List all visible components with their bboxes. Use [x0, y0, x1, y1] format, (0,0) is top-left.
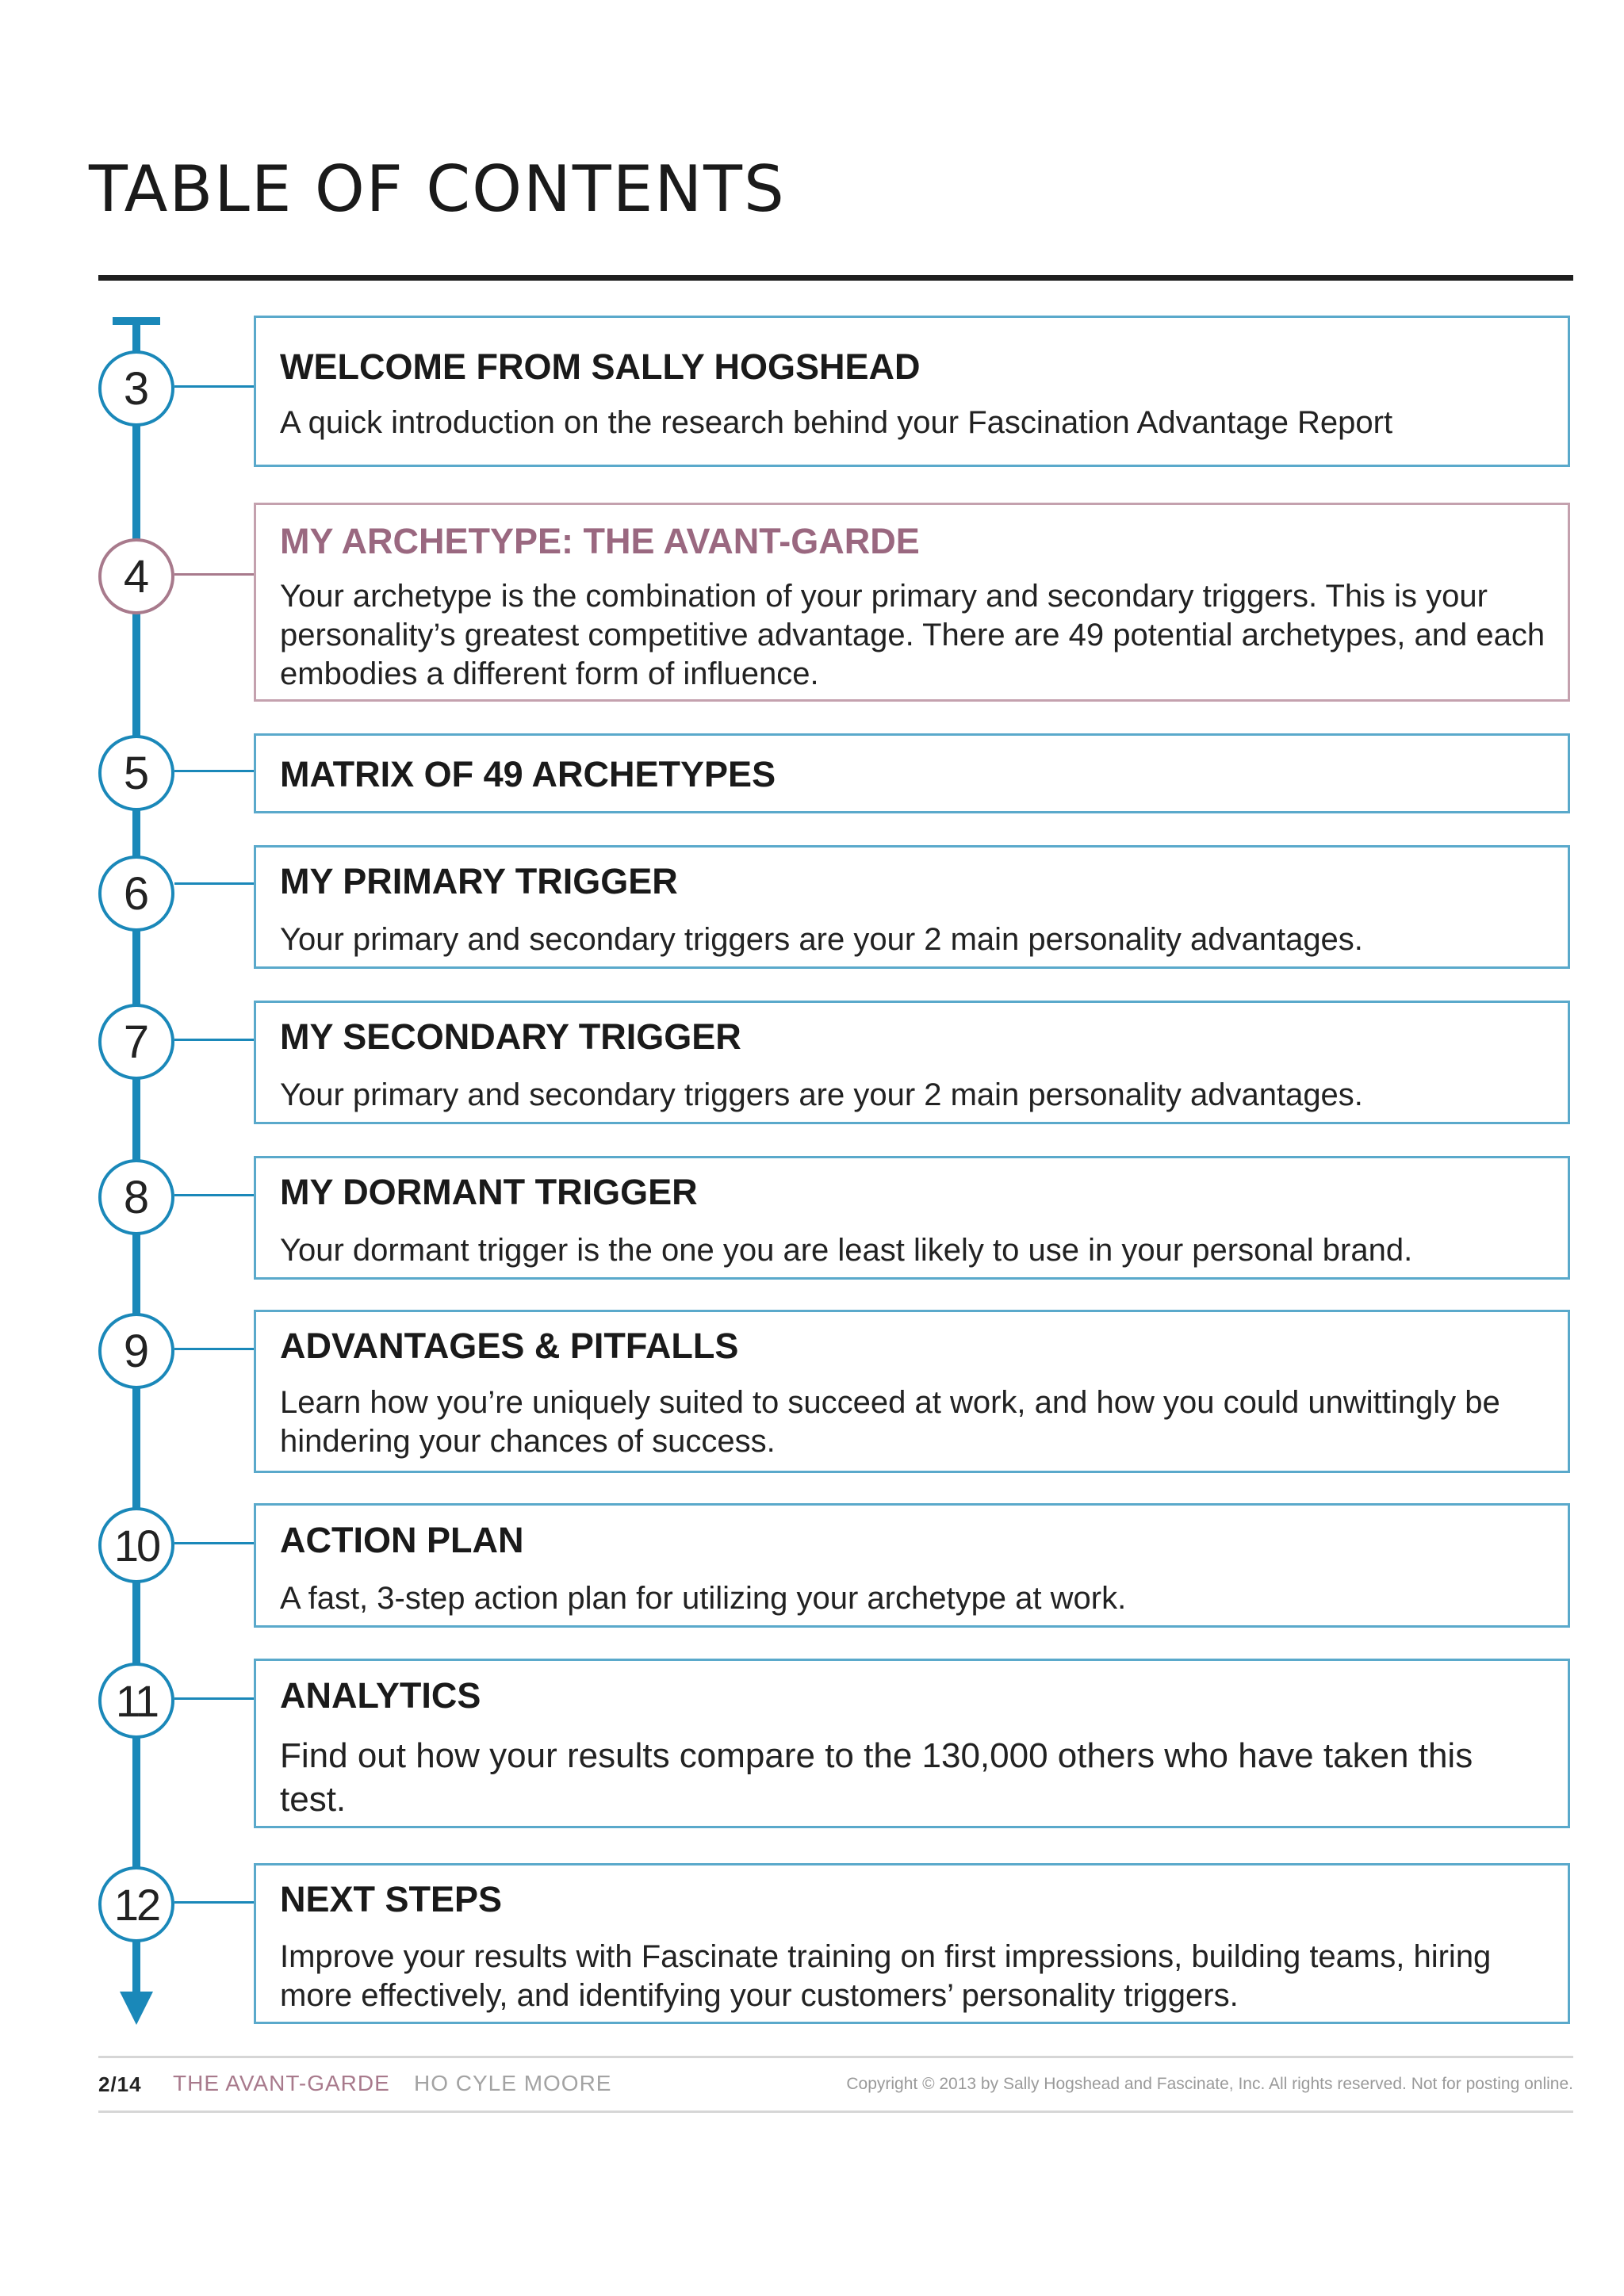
- connector: [174, 1901, 254, 1904]
- connector: [174, 1039, 254, 1041]
- timeline-cap: [113, 317, 160, 325]
- entry-description: Your archetype is the combination of your primary and secondary triggers. This is your personality’s greatest competitive advantage. There are 49 potential archetypes, and each embodies a different form of influence.: [280, 579, 1545, 691]
- entry-description: Find out how your results compare to the 130,000 others who have taken this test.: [280, 1736, 1473, 1819]
- toc-entry-matrix[interactable]: [254, 733, 1570, 813]
- footer-divider-top: [98, 2056, 1573, 2058]
- connector: [174, 1194, 254, 1196]
- entry-title: MY PRIMARY TRIGGER: [280, 861, 678, 901]
- page-number-badge: 4: [98, 538, 174, 614]
- page-number-badge: 10: [98, 1507, 174, 1583]
- toc-entry-dormant-trigger[interactable]: [254, 1156, 1570, 1280]
- connector: [174, 385, 254, 388]
- toc-entry-archetype[interactable]: [254, 503, 1570, 702]
- toc-entry-analytics[interactable]: [254, 1659, 1570, 1828]
- connector: [174, 1542, 254, 1544]
- footer-page-indicator: 2/14: [98, 2072, 142, 2096]
- toc-entry-secondary-trigger[interactable]: [254, 1001, 1570, 1124]
- page-number-badge: 3: [98, 350, 174, 427]
- entry-title: MATRIX OF 49 ARCHETYPES: [280, 754, 776, 794]
- connector: [174, 1348, 254, 1350]
- entry-title: MY ARCHETYPE: THE AVANT-GARDE: [280, 521, 920, 561]
- entry-title: ADVANTAGES & PITFALLS: [280, 1326, 739, 1366]
- entry-title: WELCOME FROM SALLY HOGSHEAD: [280, 346, 921, 387]
- footer-archetype: THE AVANT-GARDE: [173, 2071, 390, 2095]
- entry-description: Your primary and secondary triggers are your 2 main personality advantages.: [280, 1077, 1363, 1112]
- page-number-badge: 8: [98, 1159, 174, 1235]
- title-rule: [98, 275, 1573, 281]
- footer-name: HO CYLE MOORE: [414, 2071, 612, 2095]
- page-title: TABLE OF CONTENTS: [89, 151, 786, 226]
- connector: [174, 882, 254, 885]
- connector: [174, 1697, 254, 1700]
- connector: [174, 573, 254, 576]
- toc-entry-primary-trigger[interactable]: [254, 845, 1570, 969]
- page-number-badge: 7: [98, 1004, 174, 1080]
- page-number-badge: 11: [98, 1663, 174, 1739]
- entry-description: A quick introduction on the research behind your Fascination Advantage Report: [280, 405, 1393, 440]
- page-number-badge: 12: [98, 1866, 174, 1942]
- connector: [174, 770, 254, 772]
- page-number-badge: 9: [98, 1313, 174, 1389]
- entry-description: Your dormant trigger is the one you are least likely to use in your personal brand.: [280, 1233, 1413, 1268]
- toc-entry-advantages-pitfalls[interactable]: [254, 1310, 1570, 1473]
- toc-entry-action-plan[interactable]: [254, 1503, 1570, 1628]
- timeline-arrow-icon: [120, 1992, 153, 2025]
- page-number-badge: 5: [98, 735, 174, 811]
- page-number-badge: 6: [98, 855, 174, 932]
- entry-title: ACTION PLAN: [280, 1520, 524, 1560]
- footer-divider-bottom: [98, 2110, 1573, 2113]
- toc-entry-welcome[interactable]: [254, 316, 1570, 467]
- entry-description: A fast, 3-step action plan for utilizing your archetype at work.: [280, 1581, 1127, 1616]
- entry-description: Learn how you’re uniquely suited to succeed at work, and how you could unwittingly be hindering your chances of success.: [280, 1385, 1500, 1459]
- entry-description: Improve your results with Fascinate training on first impressions, building teams, hiring more effectively, and identifying your customers’ personality triggers.: [280, 1939, 1492, 2013]
- footer-copyright: Copyright © 2013 by Sally Hogshead and Fascinate, Inc. All rights reserved. Not for posting online.: [846, 2075, 1573, 2093]
- entry-description: Your primary and secondary triggers are your 2 main personality advantages.: [280, 922, 1363, 957]
- entry-title: NEXT STEPS: [280, 1879, 503, 1919]
- toc-entry-next-steps[interactable]: [254, 1863, 1570, 2024]
- entry-title: MY DORMANT TRIGGER: [280, 1172, 698, 1212]
- entry-title: ANALYTICS: [280, 1675, 481, 1716]
- entry-title: MY SECONDARY TRIGGER: [280, 1016, 741, 1057]
